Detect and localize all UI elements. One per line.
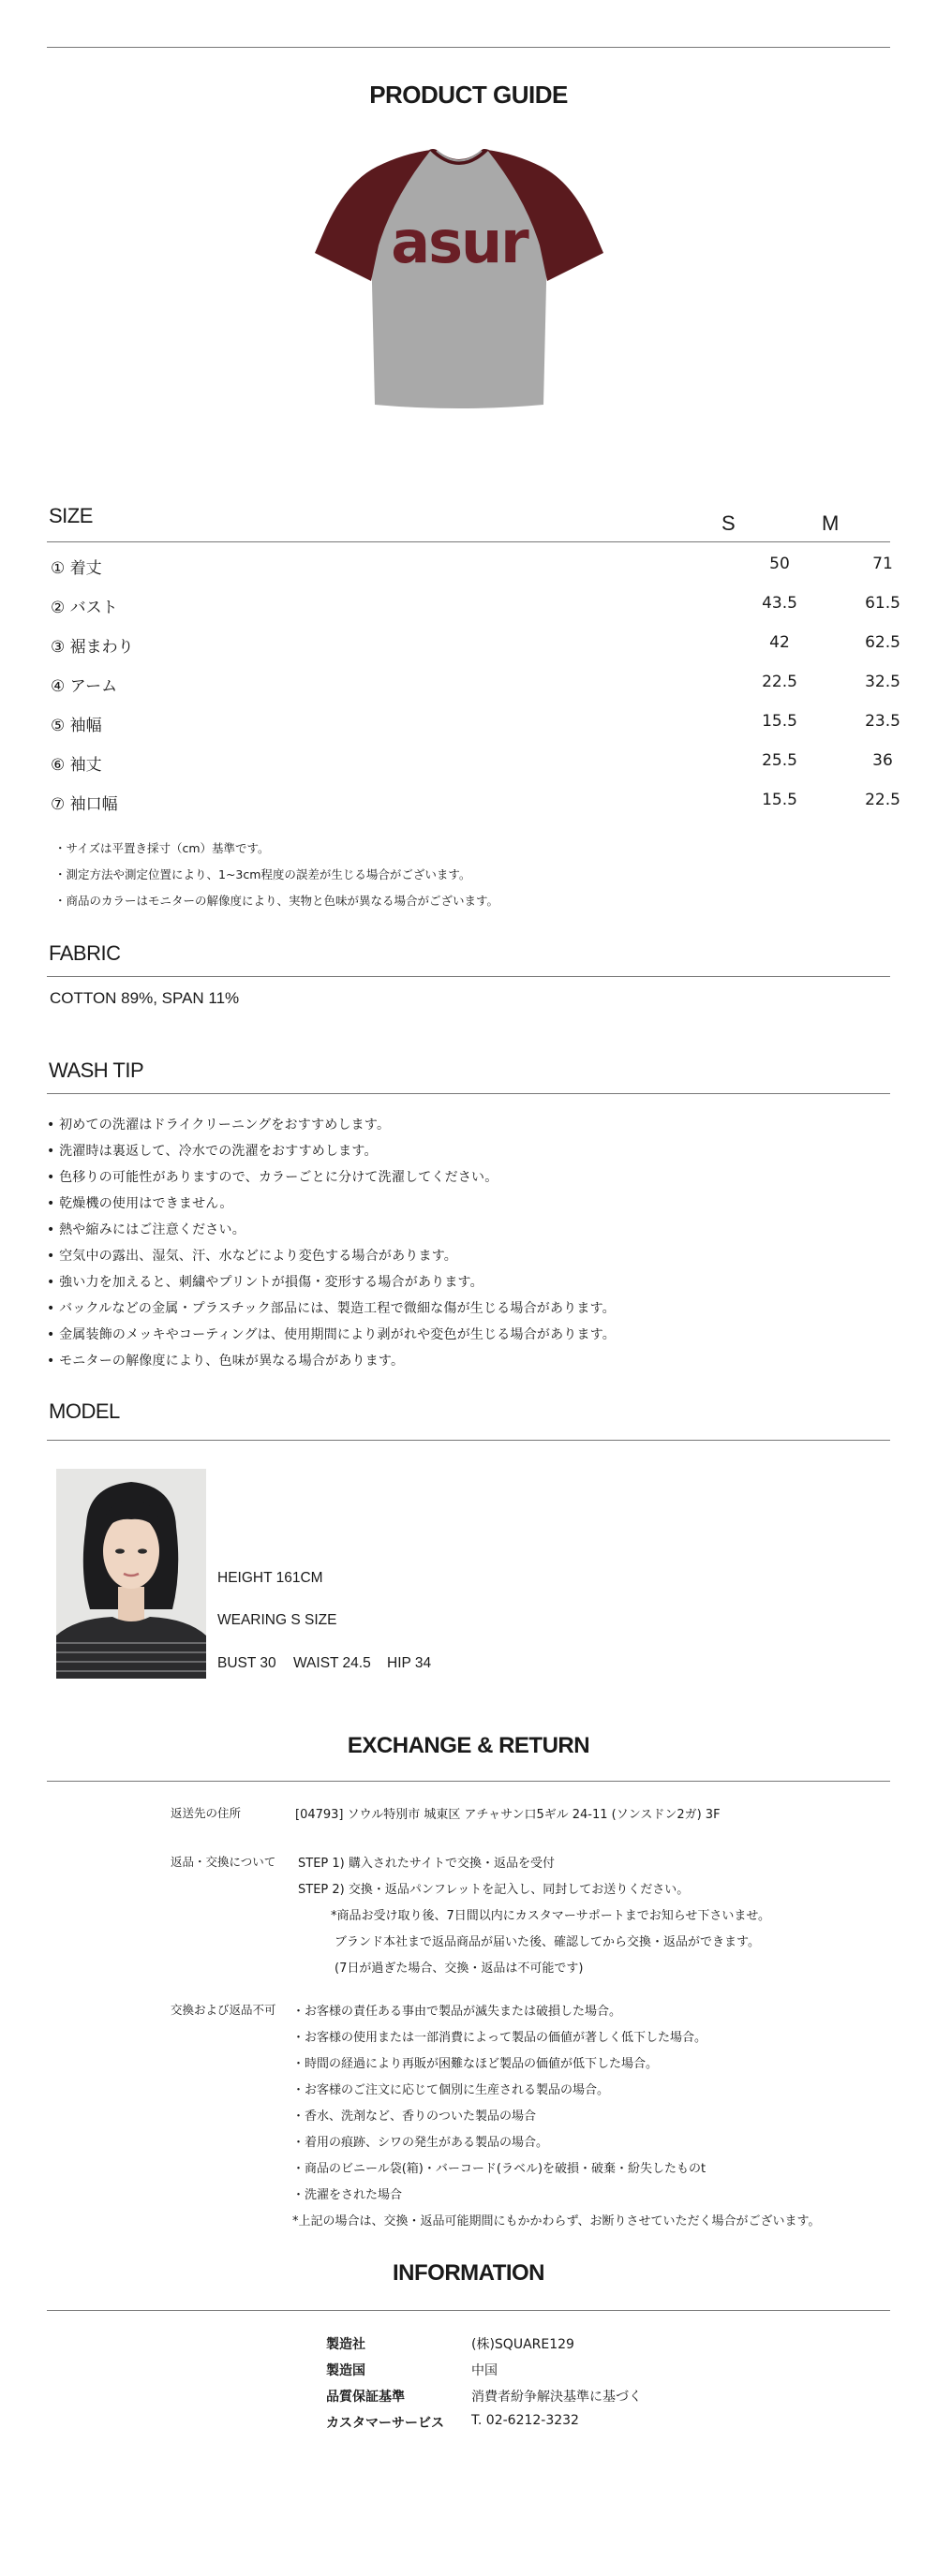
fabric-text: COTTON 89%, SPAN 11% xyxy=(50,989,240,1007)
size-row xyxy=(49,594,900,631)
info-label: 品質保証基準 xyxy=(326,2390,405,2405)
top-divider xyxy=(47,47,890,48)
tee-print: asur xyxy=(391,208,528,276)
exchange-unavailable-note: *上記の場合は、交換・返品可能期間にもかかわらず、お断りさせていただく場合がございます。 xyxy=(292,2214,821,2228)
exchange-unavailable-item: ・お客様の責任ある事由で製品が滅失または破損した場合。 xyxy=(292,2005,622,2019)
size-heading: SIZE xyxy=(49,504,93,527)
exchange-divider xyxy=(47,1781,890,1782)
wash-item: • モニターの解像度により、色味が異なる場合があります。 xyxy=(47,1354,405,1369)
size-row xyxy=(49,673,900,710)
model-waist: WAIST 24.5 xyxy=(293,1655,371,1671)
wash-item: • 強い力を加えると、刺繍やプリントが損傷・変形する場合があります。 xyxy=(47,1275,483,1290)
size-note: ・測定方法や測定位置により、1~3cm程度の誤差が生じる場合がございます。 xyxy=(54,867,471,881)
model-divider xyxy=(47,1440,890,1441)
size-row-s: 43.5 xyxy=(762,594,797,613)
model-photo xyxy=(56,1469,206,1679)
wash-item: • 乾燥機の使用はできません。 xyxy=(47,1196,233,1211)
size-row xyxy=(49,791,900,828)
exchange-process-label: 返品・交換について xyxy=(171,1855,276,1869)
exchange-step-note: ブランド本社まで返品商品が届いた後、確認してから交換・返品ができます。 xyxy=(335,1935,760,1949)
exchange-unavailable-item: ・商品のビニール袋(箱)・バーコード(ラベル)を破損・破棄・紛失したものt xyxy=(292,2162,706,2176)
exchange-unavailable-label: 交換および返品不可 xyxy=(171,2003,276,2017)
exchange-step: STEP 2) 交換・返品パンフレットを記入し、同封してお送りください。 xyxy=(298,1883,690,1897)
size-row-label: ⑤ 袖幅 xyxy=(51,717,102,735)
exchange-heading: EXCHANGE & RETURN xyxy=(347,1733,590,1758)
size-row-s: 22.5 xyxy=(762,673,797,691)
size-col-m: M xyxy=(822,511,840,535)
size-row-label: ⑥ 袖丈 xyxy=(51,756,102,775)
size-row xyxy=(49,633,900,671)
size-row-label: ④ アーム xyxy=(51,677,118,696)
size-row-m: 23.5 xyxy=(865,712,900,731)
wash-item: • 色移りの可能性がありますので、カラーごとに分けて洗濯してください。 xyxy=(47,1170,498,1185)
info-label: 製造社 xyxy=(326,2337,365,2352)
exchange-unavailable-item: ・お客様のご注文に応じて個別に生産される製品の場合。 xyxy=(292,2083,610,2097)
exchange-unavailable-item: ・香水、洗剤など、香りのついた製品の場合 xyxy=(292,2110,537,2124)
information-divider xyxy=(47,2310,890,2311)
model-hip: HIP 34 xyxy=(387,1655,432,1671)
exchange-unavailable-item: ・着用の痕跡、シワの発生がある製品の場合。 xyxy=(292,2136,549,2150)
model-heading: MODEL xyxy=(49,1399,120,1423)
size-row-s: 25.5 xyxy=(762,751,797,770)
model-height: HEIGHT 161CM xyxy=(217,1570,323,1586)
information-heading: INFORMATION xyxy=(392,2260,545,2286)
size-row-s: 42 xyxy=(769,633,790,652)
size-row-s: 15.5 xyxy=(762,712,797,731)
size-row-m: 22.5 xyxy=(865,791,900,809)
size-note: ・商品のカラーはモニターの解像度により、実物と色味が異なる場合がございます。 xyxy=(54,894,499,908)
size-row-s: 50 xyxy=(769,555,790,573)
exchange-unavailable-item: ・時間の経過により再販が困難なほど製品の価値が低下した場合。 xyxy=(292,2057,659,2071)
exchange-address-label: 返送先の住所 xyxy=(171,1806,242,1820)
exchange-address: [04793] ソウル特別市 城東区 アチャサン口5ギル 24-11 (ソンスドン2ガ) 3F xyxy=(295,1808,721,1822)
info-value: 中国 xyxy=(471,2363,498,2378)
wash-item: • 空気中の露出、湿気、汗、水などにより変色する場合があります。 xyxy=(47,1249,457,1264)
size-row-m: 71 xyxy=(872,555,893,573)
wash-item: • 初めての洗濯はドライクリーニングをおすすめします。 xyxy=(47,1118,391,1133)
size-note: ・サイズは平置き採寸（cm）基準です。 xyxy=(54,841,270,855)
size-row-m: 62.5 xyxy=(865,633,900,652)
size-row-m: 32.5 xyxy=(865,673,900,691)
model-bust: BUST 30 xyxy=(217,1655,276,1671)
wash-divider xyxy=(47,1093,890,1094)
size-row xyxy=(49,751,892,789)
size-row-m: 61.5 xyxy=(865,594,900,613)
wash-item: • 金属装飾のメッキやコーティングは、使用期間により剥がれや変色が生じる場合があります。 xyxy=(47,1327,616,1342)
exchange-step: STEP 1) 購入されたサイトで交換・返品を受付 xyxy=(298,1857,555,1871)
size-row-m: 36 xyxy=(872,751,893,770)
fabric-heading: FABRIC xyxy=(49,941,121,965)
info-value: 消費者紛争解決基準に基づく xyxy=(471,2390,642,2405)
product-image xyxy=(309,141,609,412)
info-label: 製造国 xyxy=(326,2363,365,2378)
wash-item: • 洗濯時は裏返して、冷水での洗濯をおすすめします。 xyxy=(47,1144,378,1159)
exchange-step-note: *商品お受け取り後、7日間以内にカスタマーサポートまでお知らせ下さいませ。 xyxy=(331,1909,770,1923)
wash-item: • 熱や縮みにはご注意ください。 xyxy=(47,1222,245,1237)
exchange-unavailable-item: ・洗濯をされた場合 xyxy=(292,2188,403,2202)
fabric-divider xyxy=(47,976,890,977)
size-row xyxy=(49,712,900,749)
size-divider xyxy=(47,541,890,542)
model-wearing: WEARING S SIZE xyxy=(217,1612,337,1628)
exchange-step-note: (7日が過ぎた場合、交換・返品は不可能です) xyxy=(335,1962,584,1976)
exchange-unavailable-item: ・お客様の使用または一部消費によって製品の価値が著しく低下した場合。 xyxy=(292,2031,707,2045)
wash-item: • バックルなどの金属・プラスチック部品には、製造工程で微細な傷が生じる場合があります。 xyxy=(47,1301,616,1316)
size-row-s: 15.5 xyxy=(762,791,797,809)
size-row-label: ③ 裾まわり xyxy=(51,638,134,657)
size-col-s: S xyxy=(721,511,736,535)
wash-heading: WASH TIP xyxy=(49,1059,144,1082)
info-label: カスタマーサービス xyxy=(326,2416,444,2431)
page-title: PRODUCT GUIDE xyxy=(369,81,568,109)
size-row-label: ① 着丈 xyxy=(51,559,102,578)
info-value: (株)SQUARE129 xyxy=(471,2337,574,2352)
size-row-label: ⑦ 袖口幅 xyxy=(51,795,118,814)
size-row-label: ② バスト xyxy=(51,599,118,617)
size-row xyxy=(49,555,892,592)
info-value: T. 02-6212-3232 xyxy=(471,2413,579,2428)
